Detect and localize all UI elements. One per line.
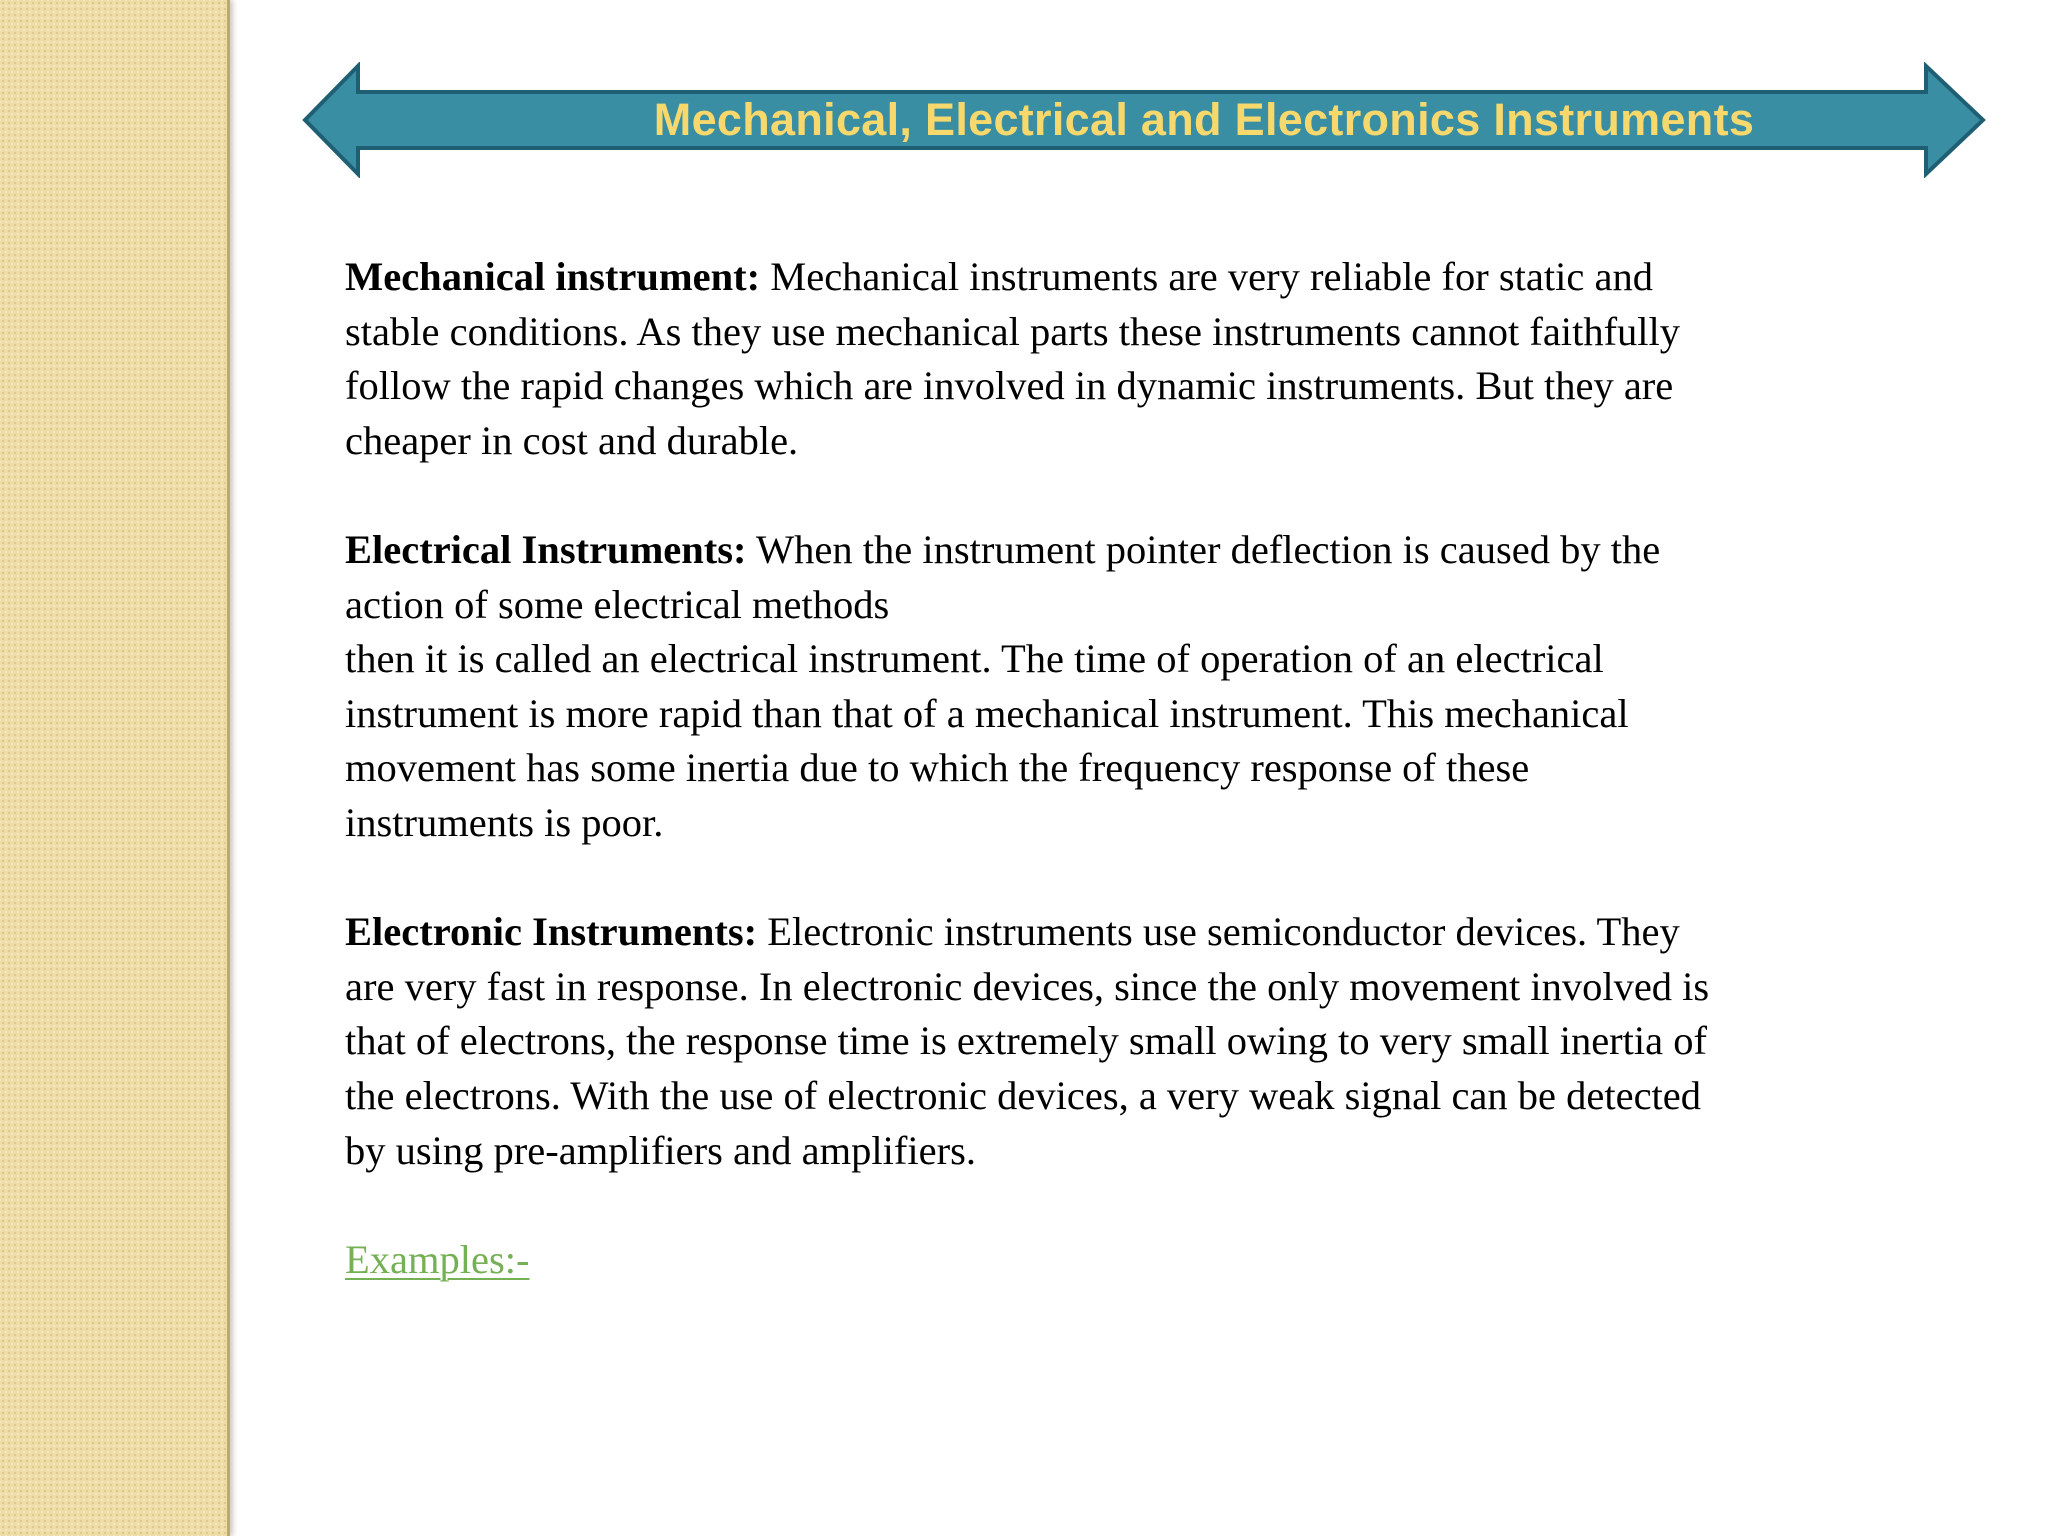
decorative-sidebar <box>0 0 230 1536</box>
text-line: instrument is more rapid than that of a mechanical instrument. This mechanical <box>345 690 1629 736</box>
electrical-section <box>345 523 1905 851</box>
section-heading: Electronic Instruments: <box>345 909 758 955</box>
text-line: stable conditions. As they use mechanical parts these instruments cannot faithfully <box>345 308 1681 354</box>
title-banner <box>300 62 1988 178</box>
text-line: that of electrons, the response time is extremely small owing to very small inertia of <box>345 1018 1708 1064</box>
text-line: Mechanical instruments are very reliable for static and <box>760 254 1653 299</box>
mechanical-section <box>345 250 1905 468</box>
text-line: Electronic instruments use semiconductor devices. They <box>757 909 1680 955</box>
examples-section <box>345 1233 1905 1288</box>
examples-link[interactable]: Examples:- <box>345 1236 530 1282</box>
text-line: are very fast in response. In electronic devices, since the only movement involved is <box>345 963 1710 1009</box>
text-line: action of some electrical methods <box>345 581 890 627</box>
section-heading: Electrical Instruments: <box>345 526 747 572</box>
slide-title: Mechanical, Electrical and Electronics Instruments <box>653 94 1755 145</box>
text-line: then it is called an electrical instrument. The time of operation of an electrical <box>345 636 1604 682</box>
text-line: cheaper in cost and durable. <box>345 417 799 463</box>
text-line: instruments is poor. <box>345 799 664 845</box>
electronic-section <box>345 905 1905 1178</box>
slide-body <box>345 250 1905 1342</box>
text-line: movement has some inertia due to which the frequency response of these <box>345 745 1530 791</box>
text-line: the electrons. With the use of electronic devices, a very weak signal can be detected <box>345 1072 1702 1118</box>
text-line: by using pre-amplifiers and amplifiers. <box>345 1127 976 1173</box>
text-line: When the instrument pointer deflection is caused by the <box>746 526 1661 572</box>
section-heading: Mechanical instrument: <box>345 254 761 299</box>
text-line: follow the rapid changes which are involved in dynamic instruments. But they are <box>345 363 1674 409</box>
